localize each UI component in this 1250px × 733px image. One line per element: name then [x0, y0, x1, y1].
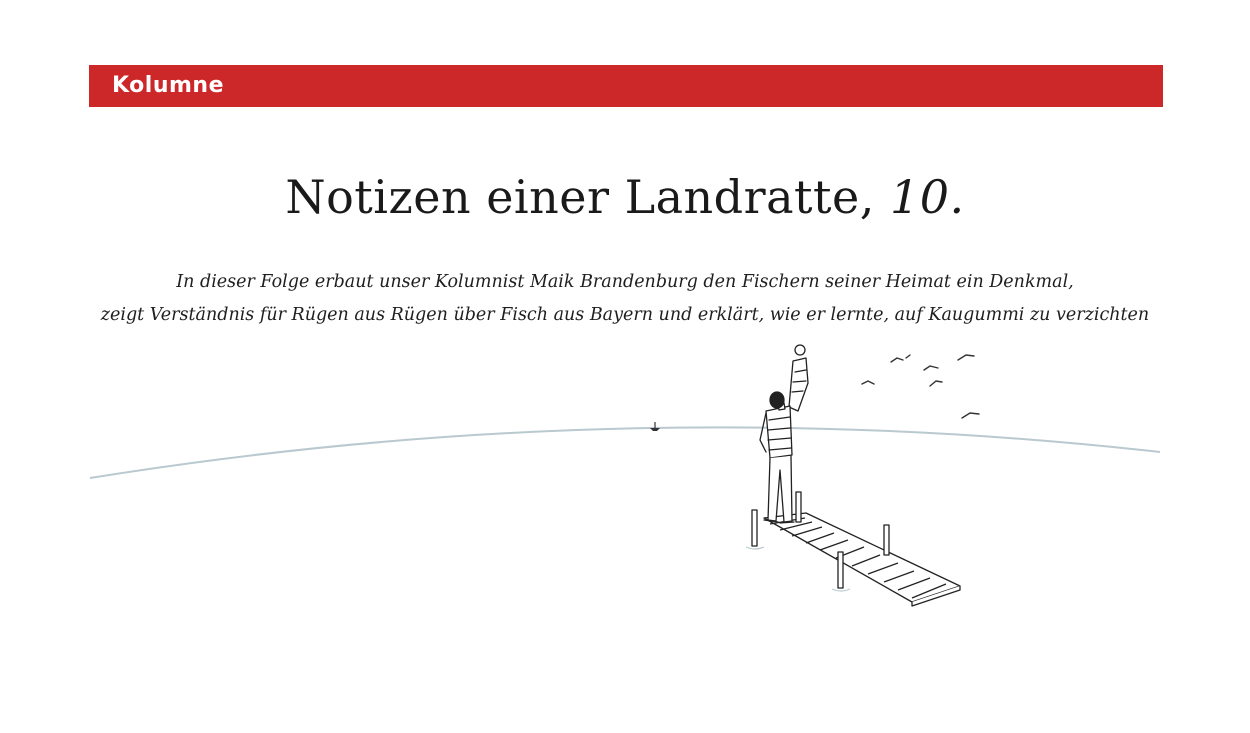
standfirst-line-2: zeigt Verständnis für Rügen aus Rügen über Fisch aus Bayern und erklärt, wie er lernte, auf Kaugummi zu verzichten: [100, 305, 1150, 325]
section-label: Kolumne: [112, 73, 224, 98]
birds: [862, 355, 979, 418]
title-text: Notizen einer Landratte,: [285, 170, 890, 224]
boat-icon: [650, 422, 660, 431]
standfirst-line-1: In dieser Folge erbaut unser Kolumnist Maik Brandenburg den Fischern seiner Heimat ein Denkmal,: [176, 272, 1074, 292]
episode-number: 10.: [889, 170, 965, 224]
horizon-line: [90, 427, 1160, 478]
